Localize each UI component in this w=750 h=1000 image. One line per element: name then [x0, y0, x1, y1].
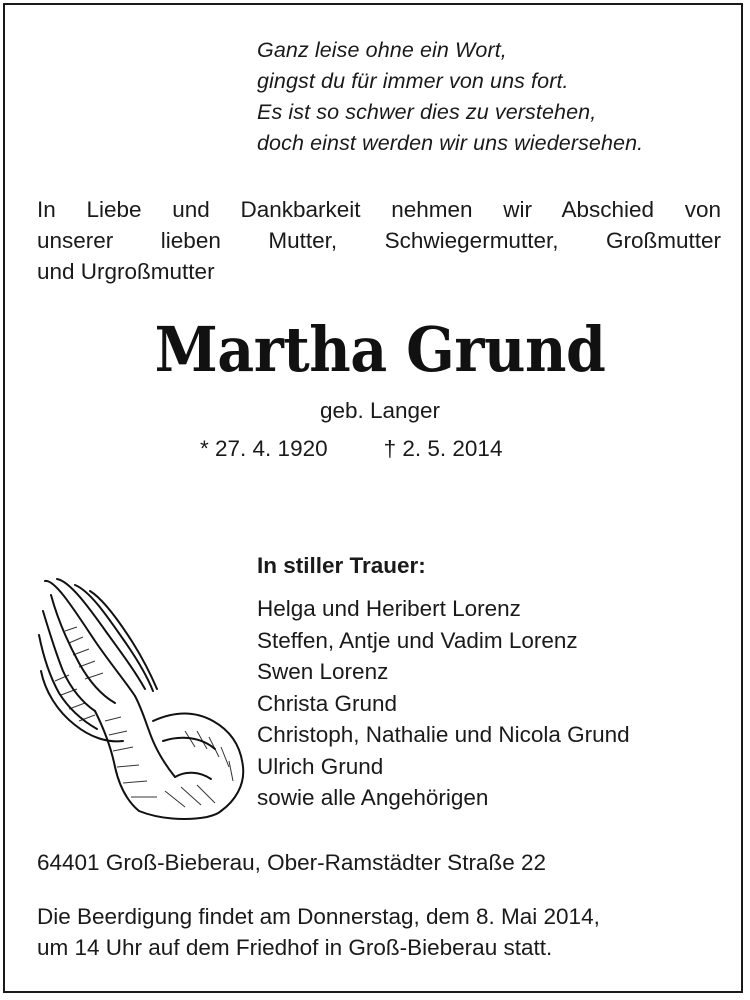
life-dates: [200, 436, 502, 462]
poem-line: doch einst werden wir uns wiedersehen.: [257, 131, 644, 155]
mourner-name: Steffen, Antje und Vadim Lorenz: [257, 627, 578, 653]
intro-line: und Urgroßmutter: [37, 259, 215, 284]
poem-line: Ganz leise ohne ein Wort,: [257, 38, 507, 62]
poem: [257, 35, 643, 159]
mourner-name: Ulrich Grund: [257, 753, 384, 779]
mourners-title: In stiller Trauer:: [257, 553, 426, 578]
poem-line: gingst du für immer von uns fort.: [257, 69, 569, 93]
funeral-line: um 14 Uhr auf dem Friedhof in Groß-Bieberau statt.: [37, 935, 553, 960]
intro-line: In Liebe und Dankbarkeit nehmen wir Abschied von: [37, 197, 721, 222]
obituary-notice: [3, 3, 743, 993]
mourners-list: [257, 593, 630, 814]
praying-hands-icon: [35, 571, 247, 825]
poem-line: Es ist so schwer dies zu verstehen,: [257, 100, 597, 124]
death-date: † 2. 5. 2014: [383, 436, 503, 461]
intro-line: unserer lieben Mutter, Schwiegermutter, Großmutter: [37, 228, 721, 253]
mourner-name: Helga und Heribert Lorenz: [257, 596, 521, 621]
funeral-info: [37, 901, 600, 963]
intro-text: [37, 194, 721, 287]
mourner-name: Christoph, Nathalie und Nicola Grund: [257, 722, 630, 747]
birth-date: * 27. 4. 1920: [200, 436, 328, 461]
funeral-line: Die Beerdigung findet am Donnerstag, dem 8. Mai 2014,: [37, 904, 600, 929]
mourner-name: sowie alle Angehörigen: [257, 785, 489, 810]
address: 64401 Groß-Bieberau, Ober-Ramstädter Straße 22: [37, 850, 546, 875]
mourner-name: Christa Grund: [257, 690, 398, 716]
maiden-name: geb. Langer: [319, 398, 441, 423]
deceased-name: Martha Grund: [154, 313, 606, 386]
mourner-name: Swen Lorenz: [257, 659, 389, 684]
